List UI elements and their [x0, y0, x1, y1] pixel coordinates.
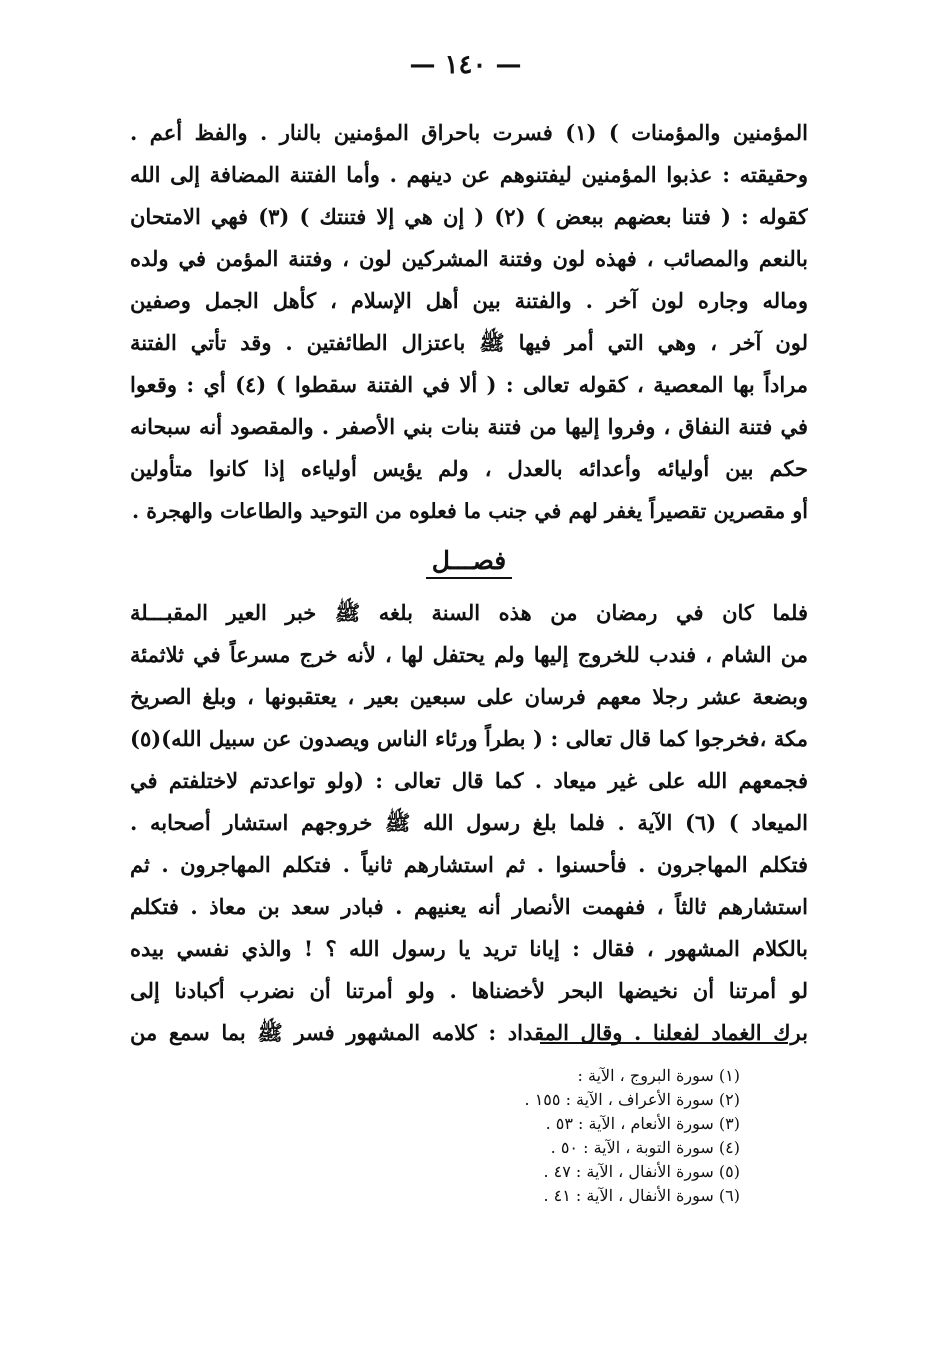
- text-line: بالكلام المشهور ، فقال : إيانا تريد يا رسول الله ؟ ! والذي نفسي بيده: [130, 936, 808, 961]
- footnote: (٥) سورة الأنفال ، الآية : ٤٧ .: [543, 1162, 740, 1181]
- text-line: فتكلم المهاجرون . فأحسنوا . ثم استشارهم ثانياً . فتكلم المهاجرون . ثم: [130, 852, 808, 877]
- footnotes: [470, 1064, 740, 1208]
- text-line: مراداً بها المعصية ، كقوله تعالى : ( ألا في الفتنة سقطوا ) (٤) أي : وقعوا: [130, 372, 808, 397]
- text-line: كقوله : ( فتنا بعضهم ببعض ) (٢) ( إن هي إلا فتنتك ) (٣) فهي الامتحان: [130, 204, 808, 229]
- text-line: لون آخر ، وهي التي أمر فيها ﷺ باعتزال الطائفتين . وقد تأتي الفتنة: [130, 330, 808, 355]
- text-line: المؤمنين والمؤمنات ) (١) فسرت باحراق المؤمنين بالنار . والفظ أعم .: [130, 120, 808, 145]
- text-line: في فتنة النفاق ، وفروا إليها من فتنة بنات بني الأصفر . والمقصود أنه سبحانه: [130, 414, 808, 439]
- section-heading: [130, 532, 808, 592]
- body-text: [130, 112, 808, 1054]
- text-line: من الشام ، فندب للخروج إليها ولم يحتفل لها ، لأنه خرج مسرعاً في ثلاثمئة: [130, 642, 808, 667]
- section-heading-text: فصـــل: [426, 546, 513, 579]
- footnote: (٣) سورة الأنعام ، الآية : ٥٣ .: [545, 1114, 740, 1133]
- text-line: وماله وجاره لون آخر . والفتنة بين أهل الإسلام ، كأهل الجمل وصفين: [130, 288, 808, 313]
- footnote: (٦) سورة الأنفال ، الآية : ٤١ .: [543, 1186, 740, 1205]
- page-number: — ١٤٠ —: [409, 50, 522, 80]
- text-line: حكم بين أوليائه وأعدائه بالعدل ، ولم يؤيس أولياءه إذا كانوا متأولين: [130, 456, 808, 481]
- text-line: أو مقصرين تقصيراً يغفر لهم في جنب ما فعلوه من التوحيد والطاعات والهجرة .: [131, 499, 808, 523]
- text-line: بالنعم والمصائب ، فهذه لون وفتنة المشركين لون ، وفتنة المؤمن في ولده: [130, 246, 808, 271]
- footnote-divider: [540, 1042, 788, 1044]
- text-line: لو أمرتنا أن نخيضها البحر لأخضناها . ولو أمرتنا أن نضرب أكبادنا إلى: [130, 978, 808, 1003]
- text-line: فجمعهم الله على غير ميعاد . كما قال تعالى : (ولو تواعدتم لاختلفتم في: [130, 768, 808, 793]
- text-line: استشارهم ثالثاً ، ففهمت الأنصار أنه يعنيهم . فبادر سعد بن معاذ . فتكلم: [130, 894, 808, 919]
- text-line: فلما كان في رمضان من هذه السنة بلغه ﷺ خبر العير المقبـــلة: [130, 600, 808, 625]
- text-line: الميعاد ) (٦) الآية . فلما بلغ رسول الله ﷺ خروجهم استشار أصحابه .: [130, 810, 808, 835]
- text-line: مكة ،فخرجوا كما قال تعالى : ( بطراً ورئاء الناس ويصدون عن سبيل الله)(٥): [130, 726, 808, 751]
- text-line: وبضعة عشر رجلا معهم فرسان على سبعين بعير ، يعتقبونها ، وبلغ الصريخ: [130, 684, 808, 709]
- footnote: (٤) سورة التوبة ، الآية : ٥٠ .: [550, 1138, 740, 1157]
- footnote: (١) سورة البروج ، الآية :: [577, 1066, 740, 1085]
- text-line: وحقيقته : عذبوا المؤمنين ليفتنوهم عن دينهم . وأما الفتنة المضافة إلى الله: [130, 162, 808, 187]
- footnote: (٢) سورة الأعراف ، الآية : ١٥٥ .: [524, 1090, 740, 1109]
- text-line: برك الغماد لفعلنا . وقال المقداد : كلامه المشهور فسر ﷺ بما سمع من: [130, 1020, 808, 1045]
